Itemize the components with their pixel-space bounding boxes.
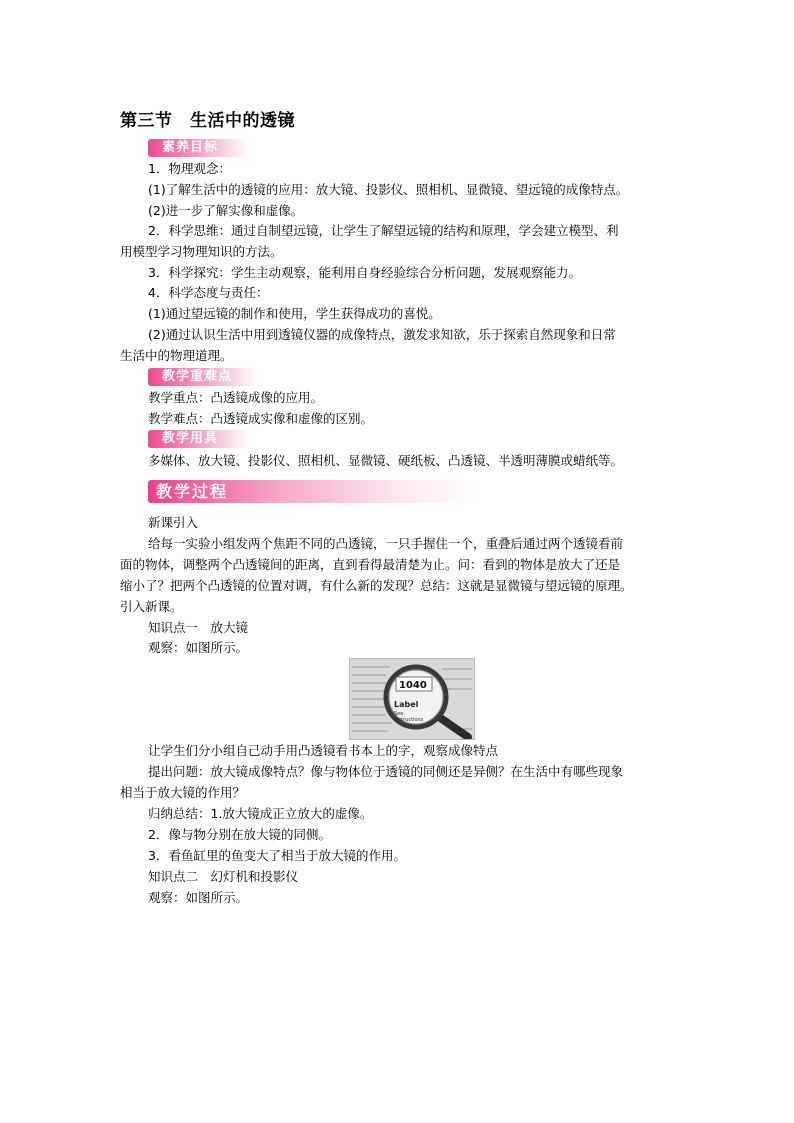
text-line: 面的物体，调整两个凸透镜间的距离，直到看得最清楚为止。问：看到的物体是放大了还是 <box>120 557 621 572</box>
text-line: (1)了解生活中的透镜的应用：放大镜、投影仪、照相机、显微镜、望远镜的成像特点。 <box>148 182 629 197</box>
section-banner-process <box>148 480 478 503</box>
text-line: 知识点一 放大镜 <box>148 620 249 635</box>
section-label: 教学过程 <box>156 482 229 501</box>
text-line: 提出问题：放大镜成像特点？像与物体位于透镜的同侧还是异侧？在生活中有哪些现象 <box>148 764 624 779</box>
text-line: 观察：如图所示。 <box>148 640 249 655</box>
label-text: Label <box>394 700 419 709</box>
section-banner-difficulty <box>148 368 258 386</box>
text-line: 给每一实验小组发两个焦距不同的凸透镜，一只手握住一个，重叠后通过两个透镜看前 <box>148 536 624 551</box>
text-line: 教学难点：凸透镜成实像和虚像的区别。 <box>148 411 374 426</box>
section-label: 教学用具 <box>162 431 219 446</box>
see-text: See <box>394 711 404 717</box>
magnifier-photo <box>349 658 475 740</box>
section-banner-goals <box>148 139 248 157</box>
magnifier-illustration <box>350 659 474 739</box>
text-line: 教学重点：凸透镜成像的应用。 <box>148 390 324 405</box>
text-line: (2)通过认识生活中用到透镜仪器的成像特点，激发求知欲，乐于探索自然现象和日常 <box>148 327 616 342</box>
section-label: 教学重难点 <box>162 369 233 384</box>
instructions-text: instructions <box>394 717 424 723</box>
text-line: 生活中的物理道理。 <box>120 348 233 363</box>
text-line: 3．科学探究：学生主动观察，能利用自身经验综合分析问题，发展观察能力。 <box>148 265 581 280</box>
text-line: 3．看鱼缸里的鱼变大了相当于放大镜的作用。 <box>148 848 406 863</box>
text-line: 缩小了？把两个凸透镜的位置对调，有什么新的发现？总结：这就是显微镜与望远镜的原理。 <box>120 578 633 593</box>
text-line: (2)进一步了解实像和虚像。 <box>148 203 304 218</box>
section-label: 素养目标 <box>162 140 219 155</box>
text-line: 让学生们分小组自己动手用凸透镜看书本上的字，观察成像特点 <box>148 743 499 758</box>
section-banner-tools <box>148 430 248 448</box>
form-number: 1040 <box>399 680 427 691</box>
text-line: (1)通过望远镜的制作和使用，学生获得成功的喜悦。 <box>148 306 441 321</box>
text-line: 归纳总结：1.放大镜成正立放大的虚像。 <box>148 806 373 821</box>
text-line: 2．像与物分别在放大镜的同侧。 <box>148 827 331 842</box>
page-title: 第三节 生活中的透镜 <box>120 111 295 131</box>
text-line: 观察：如图所示。 <box>148 890 249 905</box>
text-line: 2．科学思维：通过自制望远镜，让学生了解望远镜的结构和原理，学会建立模型、利 <box>148 223 619 238</box>
text-line: 用模型学习物理知识的方法。 <box>120 244 283 259</box>
text-line: 新课引入 <box>148 515 199 530</box>
text-line: 相当于放大镜的作用？ <box>120 785 246 800</box>
text-line: 引入新课。 <box>120 599 183 614</box>
text-line: 1．物理观念： <box>148 161 231 176</box>
text-line: 知识点二 幻灯机和投影仪 <box>148 869 299 884</box>
text-line: 4．科学态度与责任： <box>148 285 269 300</box>
text-line: 多媒体、放大镜、投影仪、照相机、显微镜、硬纸板、凸透镜、半透明薄膜或蜡纸等。 <box>148 453 624 468</box>
